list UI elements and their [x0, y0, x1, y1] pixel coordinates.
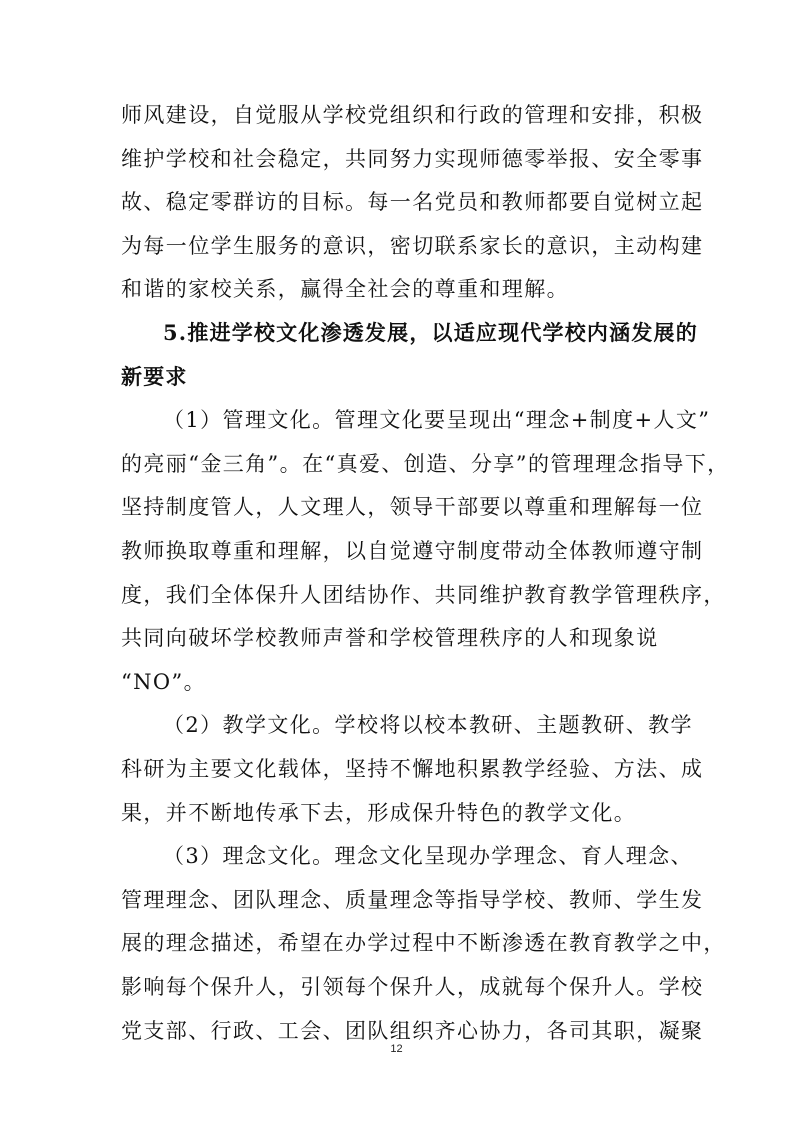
body-text-line: 果，并不断地传承下去，形成保升特色的教学文化。 [121, 801, 637, 825]
body-text-line: 管理理念、团队理念、质量理念等指导学校、教师、学生发 [121, 888, 704, 912]
section-heading: 5.推进学校文化渗透发展，以适应现代学校内涵发展的 [163, 320, 698, 345]
page-number: 12 [390, 1043, 403, 1055]
body-text-line: 度，我们全体保升人团结协作、共同维护教育教学管理秩序， [121, 583, 726, 607]
paragraph-management-culture: （1）管理文化。管理文化要呈现出“理念+制度+人文” [163, 408, 711, 432]
body-text-line: “NO”。 [121, 670, 207, 694]
body-text-line: 影响每个保升人，引领每个保升人，成就每个保升人。学校 [121, 975, 704, 999]
body-text-line: 维护学校和社会稳定，共同努力实现师德零举报、安全零事 [121, 147, 704, 171]
paragraph-concept-culture: （3）理念文化。理念文化呈现办学理念、育人理念、 [163, 844, 693, 868]
body-text-line: 科研为主要文化载体，坚持不懈地积累教学经验、方法、成 [121, 757, 704, 781]
body-text-line: 和谐的家校关系，赢得全社会的尊重和理解。 [121, 277, 569, 301]
section-heading-continuation: 新要求 [121, 364, 188, 389]
body-text-line: 故、稳定零群访的目标。每一名党员和教师都要自觉树立起 [121, 190, 704, 214]
body-text-line: 师风建设，自觉服从学校党组织和行政的管理和安排，积极 [121, 103, 704, 127]
body-text-line: 教师换取尊重和理解，以自觉遵守制度带动全体教师遵守制 [121, 539, 704, 563]
body-text-line: 的亮丽“金三角”。在“真爱、创造、分享”的管理理念指导下， [121, 452, 730, 476]
body-text-line: 为每一位学生服务的意识，密切联系家长的意识，主动构建 [121, 234, 704, 258]
body-text-line: 党支部、行政、工会、团队组织齐心协力，各司其职，凝聚 [121, 1019, 704, 1043]
paragraph-teaching-culture: （2）教学文化。学校将以校本教研、主题教研、教学 [163, 713, 693, 737]
body-text-line: 展的理念描述，希望在办学过程中不断渗透在教育教学之中， [121, 931, 726, 955]
body-text-line: 坚持制度管人，人文理人，领导干部要以尊重和理解每一位 [121, 495, 704, 519]
body-text-line: 共同向破坏学校教师声誉和学校管理秩序的人和现象说 [121, 626, 659, 650]
